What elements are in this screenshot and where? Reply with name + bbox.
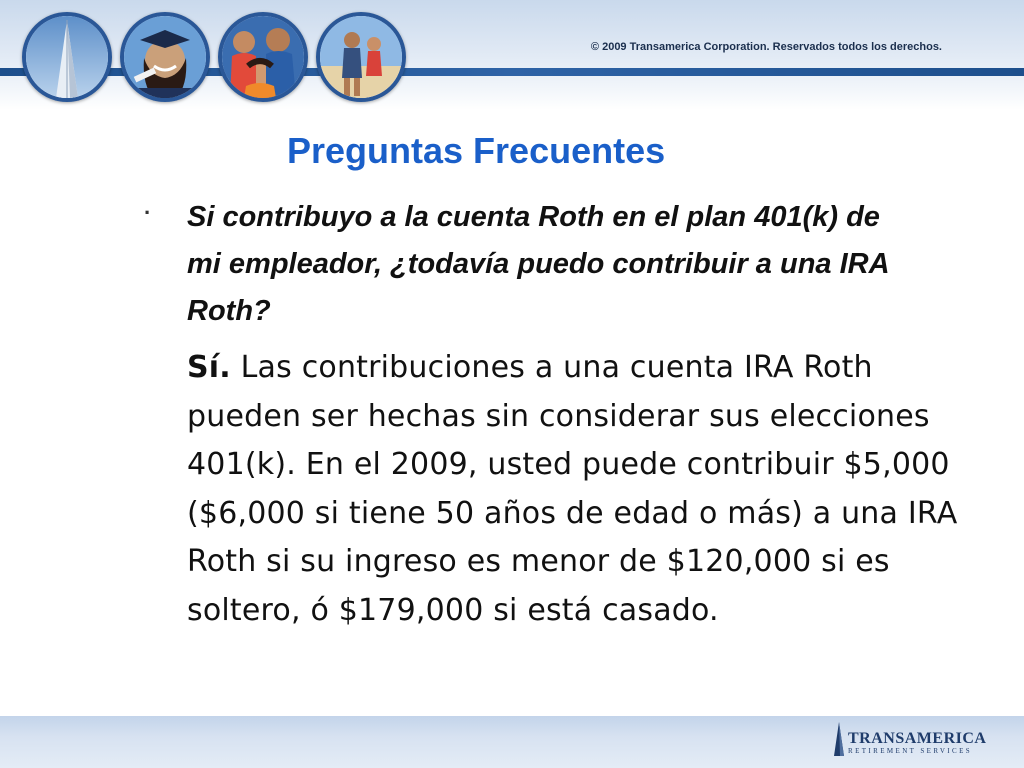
faq-question: Si contribuyo a la cuenta Roth en el plan 401(k) de mi empleador, ¿todavía puedo contribuir a una IRA Roth?: [187, 201, 889, 327]
answer-lead: Sí.: [187, 350, 231, 385]
logo-subtitle: RETIREMENT SERVICES: [848, 747, 973, 755]
slide-title: Preguntas Frecuentes: [287, 130, 666, 171]
graduate-photo: [120, 12, 210, 102]
family-photo: [218, 12, 308, 102]
pyramid-tower-photo: [22, 12, 112, 102]
pyramid-logo-icon: [832, 722, 846, 756]
beach-couple-photo: [316, 12, 406, 102]
faq-answer: [187, 344, 977, 635]
copyright-notice: © 2009 Transamerica Corporation. Reservados todos los derechos.: [590, 41, 942, 53]
transamerica-logo: [832, 722, 987, 758]
logo-wordmark: TRANSAMERICA: [848, 730, 987, 747]
bullet-marker: ·: [144, 200, 152, 225]
answer-body: Las contribuciones a una cuenta IRA Roth pueden ser hechas sin considerar sus elecciones 401(k). En el 2009, usted puede contribuir $5,000 ($6,000 si tiene 50 años de edad o más) a una IRA Roth si su ingreso es menor de $120,000 si es soltero, ó $179,000 si está casado.: [187, 350, 958, 628]
